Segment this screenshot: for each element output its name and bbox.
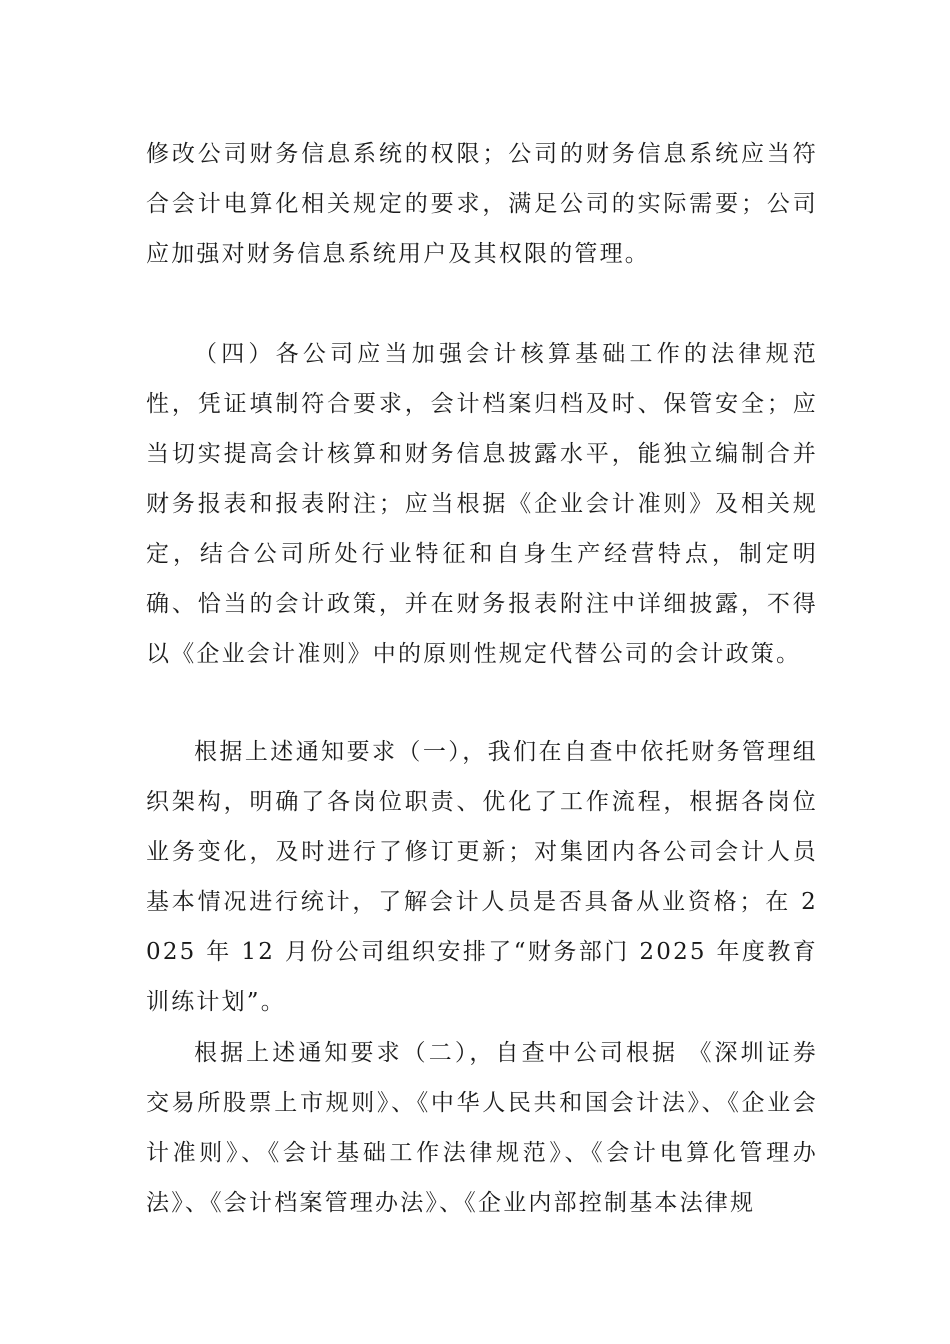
paragraph-item-four: （四）各公司应当加强会计核算基础工作的法律规范性，凭证填制符合要求，会计档案归档及时、保管安全；应当切实提高会计核算和财务信息披露水平，能独立编制合并财务报表和报表附注；应当根据《企业会计准则》及相关规定，结合公司所处行业特征和自身生产经营特点，制定明确、恰当的会计政策，并在财务报表附注中详细披露，不得以《企业会计准则》中的原则性规定代替公司的会计政策。 xyxy=(146,341,818,667)
paragraph-continuation: 修改公司财务信息系统的权限；公司的财务信息系统应当符合会计电算化相关规定的要求，满足公司的实际需要；公司应加强对财务信息系统用户及其权限的管理。 xyxy=(146,141,818,267)
paragraph-self-check-one: 根据上述通知要求（一），我们在自查中依托财务管理组织架构，明确了各岗位职责、优化了工作流程，根据各岗位业务变化，及时进行了修订更新；对集团内各公司会计人员基本情况进行统计，了解会计人员是否具备从业资格；在 2025 年 12 月份公司组织安排了“财务部门 2025 年度教育训练计划”。 xyxy=(146,739,818,1015)
paragraph-self-check-two: 根据上述通知要求（二），自查中公司根据 《深圳证券交易所股票上市规则》、《中华人民共和国会计法》、《企业会计准则》、《会计基础工作法律规范》、《会计电算化管理办法》、《会计档案管理办法》、《企业内部控制基本法律规 xyxy=(146,1040,818,1216)
